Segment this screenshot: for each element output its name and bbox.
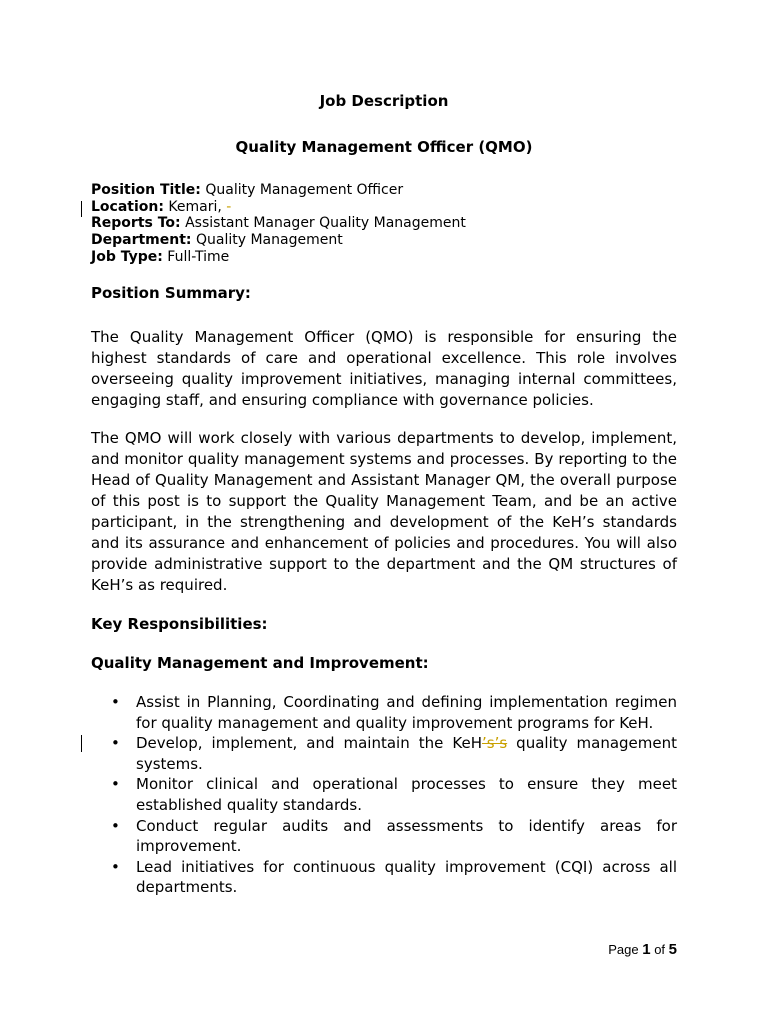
position-title-value: Quality Management Officer xyxy=(200,182,404,198)
bullet-icon: • xyxy=(111,734,120,753)
job-type-row xyxy=(91,249,466,266)
of-word: of xyxy=(650,942,669,957)
job-type-value: Full-Time xyxy=(162,248,230,265)
bullet-icon: • xyxy=(111,775,120,794)
list-item xyxy=(91,816,677,857)
list-item-text-after: quality management systems. xyxy=(136,734,677,773)
summary-paragraph-2: The QMO will work closely with various departments to develop, implement, and monitor quality management systems and processes. By reporting to the Head of Quality Management and Assistant Manager QM, the overall purpose of this post is to support the Quality Management Team, and be an active participant, in the strengthening and development of the KeH’s standards and its assurance and enhancement of policies and procedures. You will also provide administrative support to the department and the QM structures of KeH’s as required. xyxy=(91,429,677,594)
tracked-deletion: ’s’s xyxy=(481,734,508,753)
location-value: Kemari, xyxy=(163,198,227,215)
key-responsibilities-heading: Key Responsibilities: xyxy=(91,615,268,633)
reports-to-row xyxy=(91,215,466,232)
list-item-text: Monitor clinical and operational processes to ensure they meet established quality standards. xyxy=(136,775,677,814)
responsibilities-list xyxy=(91,692,677,898)
change-bar-bullet-2 xyxy=(81,735,82,752)
document-title: Job Description xyxy=(319,92,449,110)
total-pages-number: 5 xyxy=(668,941,677,958)
summary-paragraph-1: The Quality Management Officer (QMO) is responsible for ensuring the highest standards of care and operational excellence. This role involves overseeing quality improvement initiatives, managing internal committees, engaging staff, and ensuring compliance with governance policies. xyxy=(91,328,677,409)
location-label: Location: xyxy=(91,198,164,215)
bullet-icon: • xyxy=(111,857,120,876)
department-label: Department: xyxy=(91,232,192,249)
list-item xyxy=(91,692,677,733)
department-row xyxy=(91,232,466,249)
list-item xyxy=(91,774,677,815)
list-item xyxy=(91,733,677,774)
bullet-icon: • xyxy=(111,693,120,711)
reports-to-value: Assistant Manager Quality Management xyxy=(180,215,466,232)
list-item-text: Lead initiatives for continuous quality improvement (CQI) across all departments. xyxy=(136,857,677,897)
list-item-text: Assist in Planning, Coordinating and defining implementation regimen for quality management and quality improvement programs for KeH. xyxy=(136,693,677,732)
quality-management-subheading: Quality Management and Improvement: xyxy=(91,654,429,672)
department-value: Quality Management xyxy=(191,232,343,249)
list-item xyxy=(91,857,677,898)
bullet-icon: • xyxy=(111,816,120,835)
page-number-footer xyxy=(608,941,677,958)
change-bar-location xyxy=(81,201,82,217)
position-title-row xyxy=(91,182,466,199)
list-item-text-before: Develop, implement, and maintain the KeH xyxy=(136,734,482,753)
current-page-number: 1 xyxy=(642,941,651,958)
location-row xyxy=(91,199,466,216)
job-meta xyxy=(91,182,466,266)
page-word: Page xyxy=(608,942,643,957)
list-item-text: Conduct regular audits and assessments to identify areas for improvement. xyxy=(136,816,677,856)
location-revision-mark: - xyxy=(226,198,232,215)
document-subtitle: Quality Management Officer (QMO) xyxy=(235,138,533,156)
position-title-label: Position Title: xyxy=(91,182,201,198)
reports-to-label: Reports To: xyxy=(91,215,181,232)
position-summary-heading: Position Summary: xyxy=(91,284,251,302)
job-type-label: Job Type: xyxy=(91,248,163,265)
